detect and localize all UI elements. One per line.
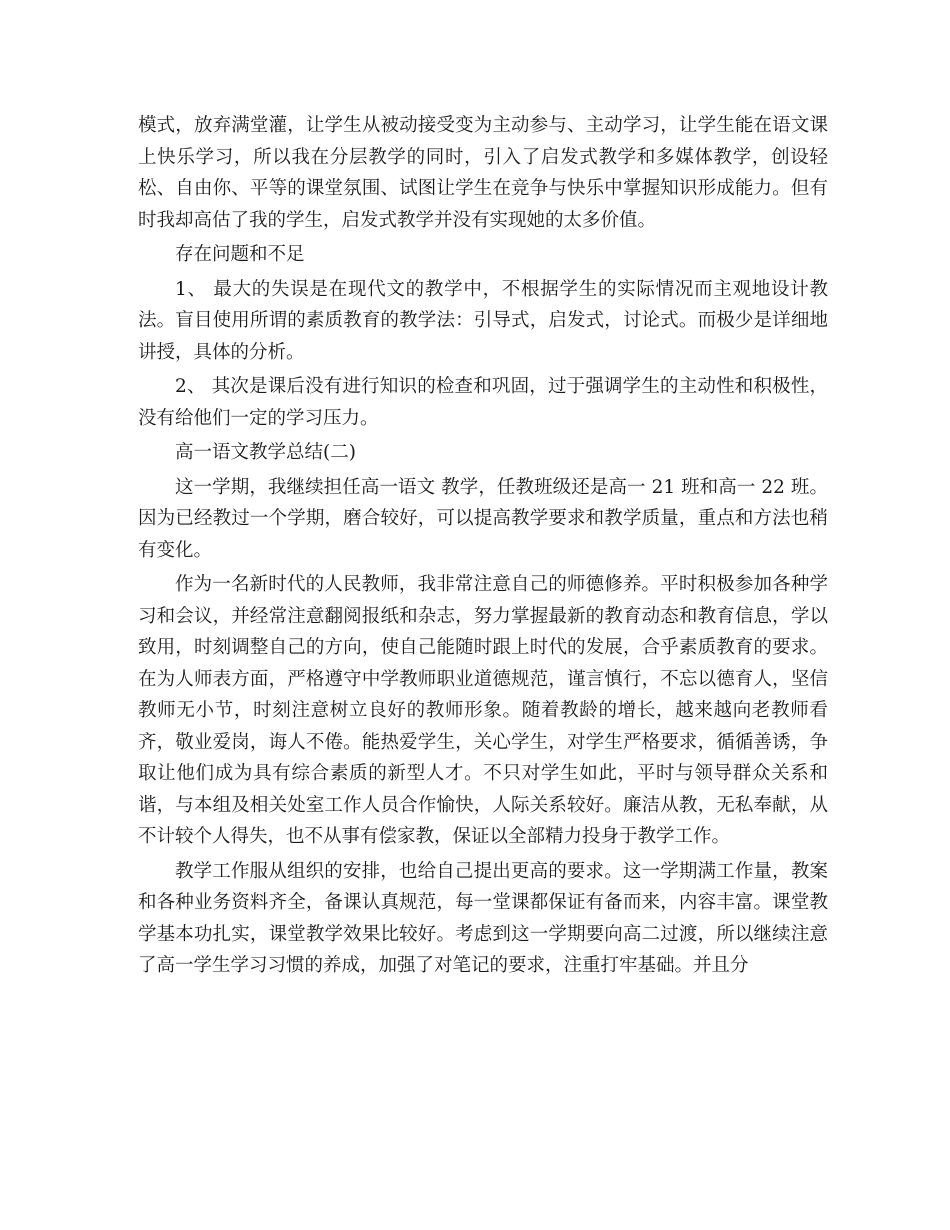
section-heading-summary-2: 高一语文教学总结(二)	[175, 442, 356, 463]
list-item-problem-1: 1、 最大的失误是在现代文的教学中，不根据学生的实际情况而主观地设计教法。盲目使用所谓的素质教育的教学法：引导式，启发式，讨论式。而极少是详细地讲授，具体的分析。	[138, 278, 828, 363]
paragraph-ethics: 作为一名新时代的人民教师，我非常注意自己的师德修养。平时积极参加各种学习和会议，并经常注意翻阅报纸和杂志，努力掌握最新的教育动态和教育信息，学以致用，时刻调整自己的方向，使自己能随时跟上时代的发展，合乎素质教育的要求。在为人师表方面，严格遵守中学教师职业道德规范，谨言慎行，不忘以德育人，坚信教师无小节，时刻注意树立良好的教师形象。随着教龄的增长，越来越向老教师看齐，敬业爱岗，诲人不倦。能热爱学生，关心学生，对学生严格要求，循循善诱，争取让他们成为具有综合素质的新型人才。不只对学生如此，平时与领导群众关系和谐，与本组及相关处室工作人员合作愉快，人际关系较好。廉洁从教，无私奉献，从不计较个人得失，也不从事有偿家教，保证以全部精力投身于教学工作。	[138, 574, 828, 847]
paragraph-teaching-work: 教学工作服从组织的安排，也给自己提出更高的要求。这一学期满工作量，教案和各种业务资料齐全，备课认真规范，每一堂课都保证有备而来，内容丰富。课堂教学基本功扎实，课堂教学效果比较好。考虑到这一学期要向高二过渡，所以继续注意了高一学生学习习惯的养成，加强了对笔记的要求，注重打牢基础。并且分	[138, 860, 828, 976]
paragraph-intro: 这一学期，我继续担任高一语文 教学，任教班级还是高一 21 班和高一 22 班。因为已经教过一个学期，磨合较好，可以提高教学要求和教学质量，重点和方法也稍有变化。	[138, 476, 828, 561]
paragraph-continuation: 模式，放弃满堂灌，让学生从被动接受变为主动参与、主动学习，让学生能在语文课上快乐学习，所以我在分层教学的同时，引入了启发式教学和多媒体教学，创设轻松、自由你、平等的课堂氛围、试图让学生在竞争与快乐中掌握知识形成能力。但有时我却高估了我的学生，启发式教学并没有实现她的太多价值。	[138, 115, 828, 231]
document-body	[138, 110, 828, 985]
section-heading-problems: 存在问题和不足	[175, 244, 305, 265]
list-item-problem-2: 2、 其次是课后没有进行知识的检查和巩固，过于强调学生的主动性和积极性，没有给他们一定的学习压力。	[138, 376, 828, 429]
